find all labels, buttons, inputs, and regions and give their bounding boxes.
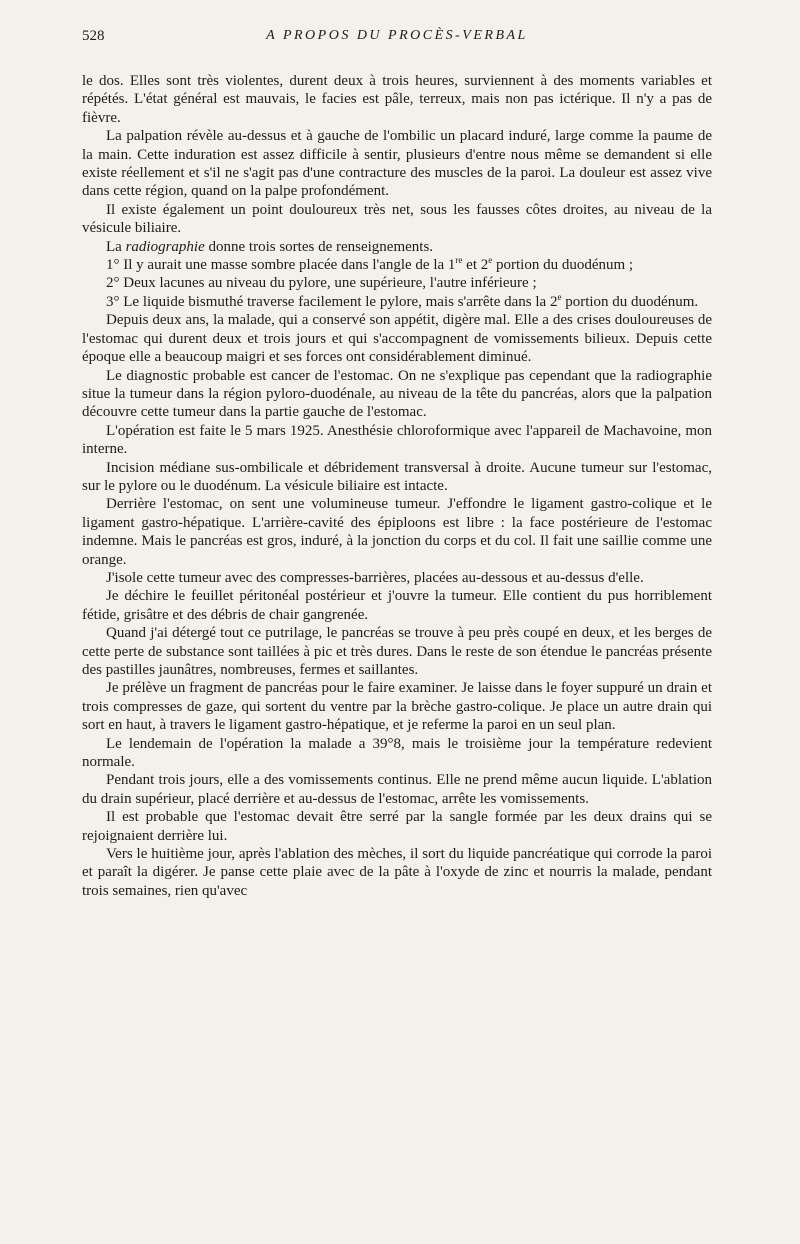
paragraph: [82, 293, 712, 311]
text-run: portion du duodénum ;: [492, 257, 634, 274]
paragraph: Le lendemain de l'opération la malade a 39°8, mais le troisième jour la température redevient normale.: [82, 735, 712, 771]
superscript: e: [557, 291, 562, 302]
paragraph: Je déchire le feuillet péritonéal postérieur et j'ouvre la tumeur. Elle contient du pus horriblement fétide, grisâtre et des débris de chair gangrenée.: [82, 588, 712, 623]
paragraph: J'isole cette tumeur avec des compresses-barrières, placées au-dessous et au-dessus d'elle.: [106, 569, 644, 586]
paragraph: Il est probable que l'estomac devait être serré par la sangle formée par les deux drains qui se rejoignaient derrière lui.: [82, 809, 712, 844]
text-run: donne trois sortes de renseignements.: [204, 238, 434, 255]
running-title: A PROPOS DU PROCÈS-VERBAL: [266, 28, 528, 43]
text-run: et 2: [462, 257, 489, 274]
paragraph: L'opération est faite le 5 mars 1925. Anesthésie chloroformique avec l'appareil de Machavoine, mon interne.: [82, 422, 712, 458]
paragraph: Quand j'ai détergé tout ce putrilage, le pancréas se trouve à peu près coupé en deux, et les berges de cette perte de substance sont taillées à pic et très dures. Dans le reste de son étendue le pancréas présente des pastilles jaunâtres, nombreuses, fermes et saillantes.: [82, 625, 712, 678]
page-header: [82, 28, 712, 50]
text-run: 1° Il y aurait une masse sombre placée dans l'angle de la 1: [106, 257, 456, 274]
paragraph: le dos. Elles sont très violentes, durent deux à trois heures, surviennent à des moments variables et répétés. L'état général est mauvais, le facies est pâle, terreux, mais non pas ictérique. Il n'y a pas de fièvre.: [82, 73, 712, 126]
superscript: e: [488, 255, 493, 266]
paragraph: Derrière l'estomac, on sent une volumineuse tumeur. J'effondre le ligament gastro-colique et le ligament gastro-hépatique. L'arrière-cavité des épiploons est libre : la face postérieure de l'estomac indemne. Mais le pancréas est gros, induré, à la jonction du corps et du col. Il fait une saillie comme une orange.: [82, 496, 712, 568]
paragraph: La palpation révèle au-dessus et à gauche de l'ombilic un placard induré, large comme la paume de la main. Cette induration est assez difficile à sentir, plusieurs d'entre nous même se demandent si elle existe réellement et s'il ne s'agit pas d'une contracture des muscles de la paroi. La douleur est assez vive dans cette région, quand on la palpe profondément.: [82, 128, 712, 200]
paragraph: Incision médiane sus-ombilicale et débridement transversal à droite. Aucune tumeur sur l'estomac, sur le pylore ou le duodénum. La vésicule biliaire est intacte.: [82, 459, 712, 494]
paragraph: Je prélève un fragment de pancréas pour le faire examiner. Je laisse dans le foyer suppuré un drain et trois compresses de gaze, qui sortent du ventre par la brèche gastro-colique. Je place un autre drain qui sort en haut, à travers le ligament gastro-hépatique, et je referme la paroi en un seul plan.: [82, 680, 712, 734]
paragraph: Depuis deux ans, la malade, qui a conservé son appétit, digère mal. Elle a des crises douloureuses de l'estomac qui durent deux et trois jours et qui s'accompagnent de vomissements bilieux. Depuis cette époque elle a beaucoup maigri et ses forces ont considérablement diminué.: [82, 312, 712, 366]
paragraph: Il existe également un point douloureux très net, sous les fausses côtes droites, au niveau de la vésicule biliaire.: [82, 201, 712, 237]
superscript: re: [455, 255, 463, 266]
paragraph: Pendant trois jours, elle a des vomissements continus. Elle ne prend même aucun liquide. L'ablation du drain supérieur, placé derrière et au-dessus de l'estomac, arrête les vomissements.: [82, 772, 712, 807]
page-number: 528: [82, 28, 105, 44]
emphasized-word: radiographie: [125, 238, 205, 255]
paragraph: [82, 238, 712, 256]
paragraph: Le diagnostic probable est cancer de l'estomac. On ne s'explique pas cependant que la radiographie situe la tumeur dans la région pyloro-duodénale, au niveau de la tête du pancréas, alors que la palpation découvre cette tumeur dans la partie gauche de l'estomac.: [82, 367, 712, 421]
paragraph: 2° Deux lacunes au niveau du pylore, une supérieure, l'autre inférieure ;: [106, 275, 537, 292]
paragraph: [82, 256, 712, 274]
paragraph: Vers le huitième jour, après l'ablation des mèches, il sort du liquide pancréatique qui corrode la paroi et paraît la digérer. Je panse cette plaie avec de la pâte à l'oxyde de zinc et nourris la malade, pendant trois semaines, rien qu'avec: [82, 846, 712, 899]
text-run: portion du duodénum.: [561, 293, 699, 310]
text-run: La: [106, 238, 126, 255]
body-text: [82, 72, 712, 900]
text-run: 3° Le liquide bismuthé traverse facilement le pylore, mais s'arrête dans la 2: [106, 293, 558, 310]
